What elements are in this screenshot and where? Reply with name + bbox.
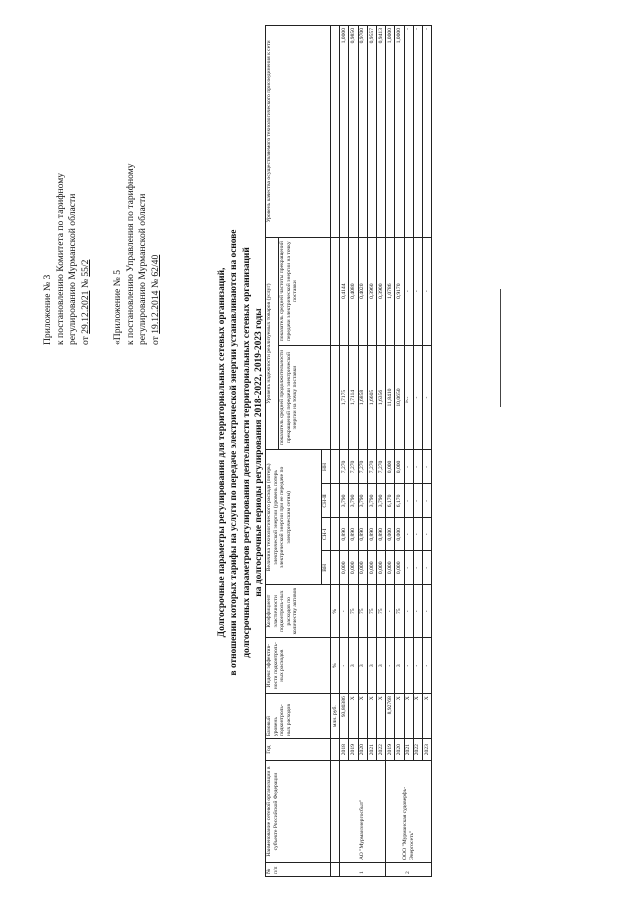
cell-year: 2019 — [349, 739, 358, 761]
cell-loss-sn2: 3,790 — [367, 484, 376, 518]
cell-loss-nn: - — [413, 450, 422, 484]
header-appendix-5 — [112, 163, 162, 345]
cell-reliability-frequency: 0,4144 — [340, 237, 349, 345]
unit-base: млн. руб. — [331, 694, 340, 739]
header-loss-nn: НН — [322, 450, 331, 484]
cell-loss-sn2: 6,170 — [395, 484, 404, 518]
header-num: № п/п — [266, 863, 331, 877]
cell-efficiency: 3 — [367, 638, 376, 694]
cell-loss-vn: - — [422, 551, 431, 585]
cell-base-level: X — [376, 694, 385, 739]
header-a-line3: регулированию Мурманской области — [67, 193, 78, 345]
cell-reliability-duration: - — [413, 345, 422, 450]
cell-elasticity: 75 — [349, 585, 358, 638]
cell-loss-sn2: - — [404, 484, 413, 518]
cell-reliability-frequency: 0,3900 — [376, 237, 385, 345]
cell-quality: 0,9413 — [376, 26, 385, 238]
cell-reliability-duration: 1,6605 — [367, 345, 376, 450]
table-row — [340, 26, 349, 877]
cell-loss-sn1: 0,000 — [395, 518, 404, 551]
cell-reliability-frequency: 0,9170 — [395, 237, 404, 345]
cell-quality: - — [422, 26, 431, 238]
cell-reliability-duration: - — [404, 345, 413, 450]
signature-line — [500, 289, 501, 407]
header-loss-sn1: СН-I — [322, 518, 331, 551]
cell-reliability-duration: 10,0650 — [395, 345, 404, 450]
closing-quote-mark: ». — [404, 398, 410, 403]
cell-elasticity: 75 — [367, 585, 376, 638]
cell-quality: 1,0000 — [386, 26, 395, 238]
header-a-line1: Приложение № 3 — [42, 274, 53, 345]
units-row — [331, 26, 340, 877]
header-appendix-3 — [42, 173, 92, 345]
cell-quality: 0,9700 — [358, 26, 367, 238]
cell-year: 2022 — [413, 739, 422, 761]
table-row — [395, 26, 404, 877]
cell-efficiency: - — [422, 638, 431, 694]
cell-loss-sn2: - — [413, 484, 422, 518]
cell-loss-nn: 0,000 — [386, 450, 395, 484]
cell-quality: 1,0000 — [340, 26, 349, 238]
cell-loss-sn1: 0,000 — [386, 518, 395, 551]
cell-base-level: X — [358, 694, 367, 739]
table-row — [413, 26, 422, 877]
header-efficiency-index: Индекс эффектив-ности подконтроль-ных расходов — [266, 638, 331, 694]
cell-reliability-frequency: 0,3960 — [367, 237, 376, 345]
org-number: 1 — [340, 863, 386, 877]
header-a-date: 29.12.2021 — [79, 290, 91, 334]
cell-loss-nn: 7,270 — [367, 450, 376, 484]
cell-reliability-frequency: - — [422, 237, 431, 345]
title-line2: в отношении которых тарифы на услуги по передаче электрической энергии устанавливаются на основе — [229, 229, 240, 676]
cell-year: 2022 — [376, 739, 385, 761]
cell-elasticity: 75 — [395, 585, 404, 638]
header-a-line2: к постановлению Комитета по тарифному — [54, 172, 66, 345]
title-line1: Долгосрочные параметры регулирования для территориальных сетевых организаций, — [217, 267, 227, 638]
cell-efficiency: 3 — [376, 638, 385, 694]
cell-efficiency: 3 — [349, 638, 358, 694]
header-losses: Величина технологического расхода (потерь) электрической энергии (уровень потерь электрической энергии при ее передаче по электрическим сетям) — [266, 450, 322, 585]
header-b-line1: «Приложение № 5 — [112, 269, 123, 345]
cell-efficiency: 3 — [395, 638, 404, 694]
cell-loss-nn: 7,270 — [349, 450, 358, 484]
cell-elasticity: - — [386, 585, 395, 638]
document-title — [216, 0, 266, 905]
cell-loss-vn: 0,000 — [367, 551, 376, 585]
cell-loss-vn: 0,000 — [376, 551, 385, 585]
cell-year: 2018 — [340, 739, 349, 761]
table-row — [422, 26, 431, 877]
cell-loss-sn2: - — [422, 484, 431, 518]
header-b-line2: к постановлению Управления по тарифному — [124, 163, 136, 345]
cell-base-level: X — [422, 694, 431, 739]
table-row — [386, 26, 395, 877]
header-reliability: Уровень надежности реализуемых товаров (услуг) — [266, 237, 279, 450]
cell-reliability-frequency: 0,4020 — [358, 237, 367, 345]
header-reliability-frequency: показатель средней частоты прекращений передачи электрической энергии на точку поставки — [279, 237, 331, 345]
table-row — [376, 26, 385, 877]
cell-loss-vn: 0,000 — [340, 551, 349, 585]
cell-base-level: X — [395, 694, 404, 739]
cell-year: 2023 — [422, 739, 431, 761]
cell-loss-nn: 7,270 — [358, 450, 367, 484]
cell-base-level: X — [367, 694, 376, 739]
cell-efficiency: - — [413, 638, 422, 694]
cell-quality: 1,0000 — [395, 26, 404, 238]
cell-loss-sn2: 3,790 — [358, 484, 367, 518]
header-year: Год — [266, 739, 331, 761]
cell-efficiency: - — [340, 638, 349, 694]
org-name: АО "Мурманэнергосбыт" — [340, 761, 386, 863]
cell-elasticity: - — [404, 585, 413, 638]
cell-year: 2020 — [358, 739, 367, 761]
table-row — [367, 26, 376, 877]
table-row — [349, 26, 358, 877]
cell-elasticity: - — [340, 585, 349, 638]
header-a-line4: от 29.12.2021 № 55/2 — [79, 259, 91, 345]
unit-eff: % — [331, 638, 340, 694]
cell-loss-sn1: - — [422, 518, 431, 551]
cell-loss-vn: 0,000 — [349, 551, 358, 585]
cell-loss-nn: 0,000 — [395, 450, 404, 484]
cell-base-level: 93,80386 — [340, 694, 349, 739]
header-quality: Уровень качества осуществляемого технологического присоединения к сети — [266, 26, 331, 238]
cell-loss-sn2: 6,170 — [386, 484, 395, 518]
cell-efficiency: 3 — [358, 638, 367, 694]
org-number: 2 — [386, 863, 432, 877]
cell-loss-nn: 7,270 — [340, 450, 349, 484]
cell-loss-sn2: 3,790 — [376, 484, 385, 518]
cell-reliability-duration: 1,7175 — [340, 345, 349, 450]
cell-year: 2019 — [386, 739, 395, 761]
header-loss-vn: ВН — [322, 551, 331, 585]
cell-loss-vn: - — [404, 551, 413, 585]
cell-year: 2021 — [404, 739, 413, 761]
cell-elasticity: - — [413, 585, 422, 638]
cell-quality: - — [404, 26, 413, 238]
cell-loss-nn: - — [404, 450, 413, 484]
title-line4: на долгосрочные периоды регулирования 2018-2022, 2019-2023 годы — [254, 308, 265, 597]
cell-loss-vn: 0,000 — [358, 551, 367, 585]
cell-efficiency: - — [404, 638, 413, 694]
parameters-table — [265, 25, 432, 877]
cell-loss-sn1: 0,890 — [367, 518, 376, 551]
cell-year: 2021 — [367, 739, 376, 761]
cell-base-level: X — [413, 694, 422, 739]
org-name: ООО "Мурманская судоверфь-Энергосеть" — [386, 761, 432, 863]
cell-base-level: X — [404, 694, 413, 739]
cell-base-level: 8,92768 — [386, 694, 395, 739]
header-b-line3: регулированию Мурманской области — [137, 193, 148, 345]
cell-loss-nn: - — [422, 450, 431, 484]
unit-elast: % — [331, 585, 340, 638]
header-elasticity: Коэффициент эластичности подконтроль-ных расходов по количеству активов — [266, 585, 331, 638]
cell-reliability-frequency: 1,0786 — [386, 237, 395, 345]
cell-elasticity: - — [422, 585, 431, 638]
header-b-date: 19.12.2014 — [149, 290, 161, 334]
cell-reliability-frequency: 0,4080 — [349, 237, 358, 345]
header-base-level: Базовый уровень подконтроль-ных расходов — [266, 694, 331, 739]
cell-loss-vn: 0,000 — [386, 551, 395, 585]
cell-loss-vn: - — [413, 551, 422, 585]
table-row — [404, 26, 413, 877]
cell-loss-sn2: 3,790 — [349, 484, 358, 518]
cell-elasticity: 75 — [376, 585, 385, 638]
cell-efficiency: - — [386, 638, 395, 694]
table-body — [266, 26, 432, 877]
cell-quality: 0,9850 — [349, 26, 358, 238]
cell-reliability-duration: 1,6858 — [358, 345, 367, 450]
cell-loss-sn1: - — [404, 518, 413, 551]
cell-reliability-duration: 1,7114 — [349, 345, 358, 450]
header-b-line4: от 19.12.2014 № 62/40 — [149, 254, 161, 345]
cell-reliability-duration: 11,8410 — [386, 345, 395, 450]
cell-loss-sn1: - — [413, 518, 422, 551]
header-row-1 — [266, 26, 279, 877]
header-loss-sn2: СН-II — [322, 484, 331, 518]
cell-loss-sn1: 0,890 — [358, 518, 367, 551]
cell-loss-sn1: 0,890 — [349, 518, 358, 551]
cell-loss-nn: 7,270 — [376, 450, 385, 484]
cell-loss-sn2: 3,790 — [340, 484, 349, 518]
header-b-number: 62/40 — [149, 254, 161, 277]
table-row — [358, 26, 367, 877]
cell-quality: 0,9557 — [367, 26, 376, 238]
cell-base-level: X — [349, 694, 358, 739]
header-a-number: 55/2 — [79, 259, 91, 277]
cell-loss-vn: 0,000 — [395, 551, 404, 585]
cell-elasticity: 75 — [358, 585, 367, 638]
cell-reliability-duration: - — [422, 345, 431, 450]
cell-reliability-duration: 1,6356 — [376, 345, 385, 450]
header-org: Наименование сетевой организации в субъекте Российской Федерации — [266, 761, 331, 863]
cell-loss-sn1: 0,890 — [376, 518, 385, 551]
title-line3: долгосрочных параметров регулирования деятельности территориальных сетевых организаций — [241, 247, 252, 658]
header-reliability-duration: показатель средней продолжительности прекращений передачи электрической энергии на точку поставки — [279, 345, 331, 450]
cell-reliability-frequency: - — [413, 237, 422, 345]
cell-year: 2020 — [395, 739, 404, 761]
cell-quality: - — [413, 26, 422, 238]
cell-loss-sn1: 0,890 — [340, 518, 349, 551]
cell-reliability-frequency: - — [404, 237, 413, 345]
